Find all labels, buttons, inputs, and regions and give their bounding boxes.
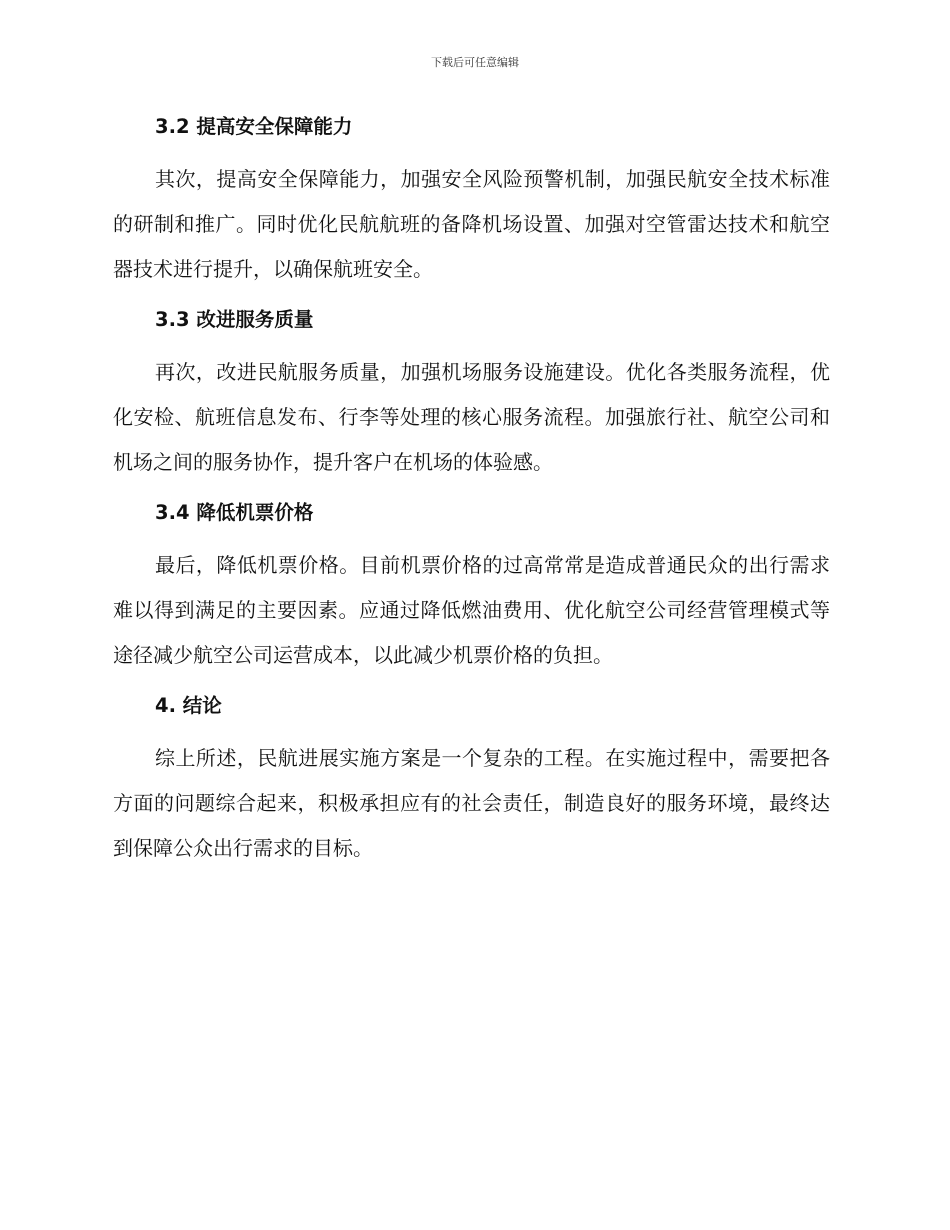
section-paragraph: 综上所述，民航进展实施方案是一个复杂的工程。在实施过程中，需要把各方面的问题综合起来，积极承担应有的社会责任，制造良好的服务环境，最终达到保障公众出行需求的目标。 <box>113 746 830 860</box>
section-3-3 <box>113 305 830 485</box>
section-3-2 <box>113 112 830 292</box>
section-heading: 3.4 降低机票价格 <box>155 501 314 524</box>
page-header-note: 下载后可任意编辑 <box>431 56 519 69</box>
section-heading: 4. 结论 <box>155 694 222 717</box>
section-4-conclusion <box>113 691 830 871</box>
section-paragraph: 再次，改进民航服务质量，加强机场服务设施建设。优化各类服务流程，优化安检、航班信息发布、行李等处理的核心服务流程。加强旅行社、航空公司和机场之间的服务协作，提升客户在机场的体验感。 <box>113 360 830 474</box>
section-heading: 3.3 改进服务质量 <box>155 308 314 331</box>
section-heading: 3.2 提高安全保障能力 <box>155 115 353 138</box>
document-body <box>113 112 830 871</box>
section-paragraph: 其次，提高安全保障能力，加强安全风险预警机制，加强民航安全技术标准的研制和推广。同时优化民航航班的备降机场设置、加强对空管雷达技术和航空器技术进行提升，以确保航班安全。 <box>113 167 830 281</box>
section-paragraph: 最后，降低机票价格。目前机票价格的过高常常是造成普通民众的出行需求难以得到满足的主要因素。应通过降低燃油费用、优化航空公司经营管理模式等途径减少航空公司运营成本，以此减少机票价格的负担。 <box>113 553 830 667</box>
section-3-4 <box>113 498 830 678</box>
